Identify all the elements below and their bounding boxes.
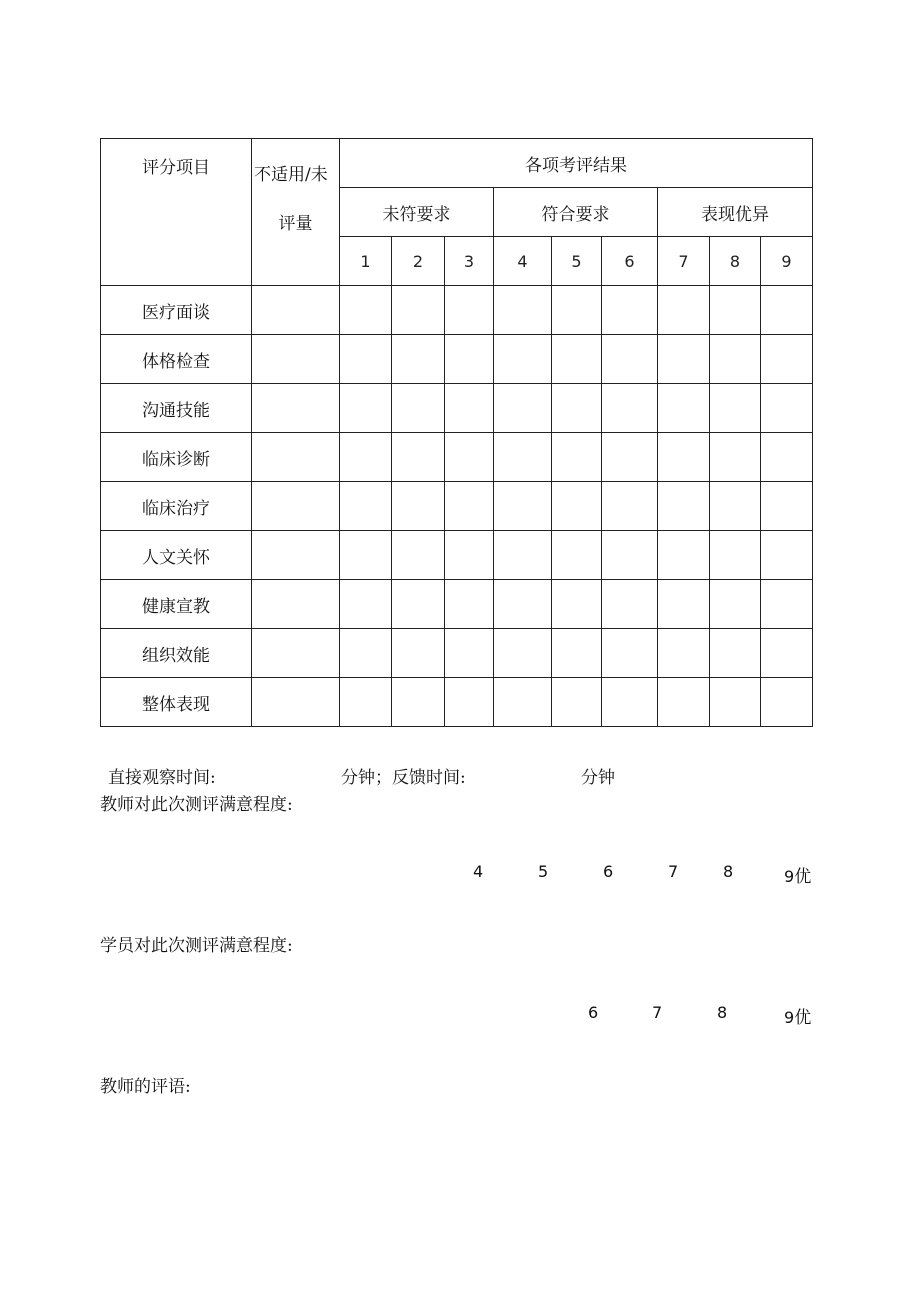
score-cell-8[interactable] bbox=[710, 482, 761, 531]
table-row bbox=[101, 531, 813, 580]
minutes-feedback-label: 分钟；反馈时间: bbox=[341, 768, 466, 788]
score-cell-4[interactable] bbox=[494, 580, 552, 629]
score-4: 4 bbox=[494, 237, 552, 286]
score-cell-9[interactable] bbox=[761, 678, 813, 727]
score-cell-6[interactable] bbox=[602, 384, 658, 433]
score-cell-9[interactable] bbox=[761, 531, 813, 580]
score-cell-3[interactable] bbox=[445, 678, 494, 727]
score-cell-7[interactable] bbox=[658, 286, 710, 335]
score-cell-4[interactable] bbox=[494, 384, 552, 433]
score-6: 6 bbox=[602, 237, 658, 286]
score-cell-1[interactable] bbox=[340, 678, 392, 727]
score-cell-5[interactable] bbox=[552, 580, 602, 629]
score-5: 5 bbox=[552, 237, 602, 286]
score-cell-7[interactable] bbox=[658, 531, 710, 580]
score-cell-5[interactable] bbox=[552, 286, 602, 335]
score-cell-2[interactable] bbox=[392, 629, 445, 678]
score-cell-8[interactable] bbox=[710, 384, 761, 433]
score-cell-4[interactable] bbox=[494, 678, 552, 727]
score-cell-8[interactable] bbox=[710, 286, 761, 335]
table-row bbox=[101, 678, 813, 727]
student-scale-9 bbox=[784, 1003, 811, 1028]
score-cell-6[interactable] bbox=[602, 482, 658, 531]
score-cell-5[interactable] bbox=[552, 678, 602, 727]
score-cell-6[interactable] bbox=[602, 286, 658, 335]
na-cell[interactable] bbox=[252, 629, 340, 678]
score-cell-6[interactable] bbox=[602, 531, 658, 580]
score-cell-5[interactable] bbox=[552, 433, 602, 482]
score-cell-5[interactable] bbox=[552, 384, 602, 433]
score-cell-6[interactable] bbox=[602, 580, 658, 629]
score-cell-7[interactable] bbox=[658, 580, 710, 629]
results-header: 各项考评结果 bbox=[340, 139, 813, 188]
score-8: 8 bbox=[710, 237, 761, 286]
score-cell-9[interactable] bbox=[761, 384, 813, 433]
row-label: 临床治疗 bbox=[101, 482, 252, 531]
table-row bbox=[101, 629, 813, 678]
evaluation-table bbox=[100, 138, 813, 727]
observation-time-label: 直接观察时间: bbox=[108, 768, 216, 788]
row-label: 组织效能 bbox=[101, 629, 252, 678]
na-cell[interactable] bbox=[252, 531, 340, 580]
na-cell[interactable] bbox=[252, 433, 340, 482]
score-cell-4[interactable] bbox=[494, 531, 552, 580]
score-cell-8[interactable] bbox=[710, 580, 761, 629]
score-cell-1[interactable] bbox=[340, 286, 392, 335]
score-cell-4[interactable] bbox=[494, 433, 552, 482]
teacher-scale-8: 8 bbox=[723, 862, 734, 881]
score-cell-9[interactable] bbox=[761, 286, 813, 335]
teacher-scale-4: 4 bbox=[473, 862, 484, 881]
score-cell-8[interactable] bbox=[710, 678, 761, 727]
row-label: 体格检查 bbox=[101, 335, 252, 384]
score-cell-2[interactable] bbox=[392, 482, 445, 531]
score-cell-7[interactable] bbox=[658, 384, 710, 433]
score-cell-2[interactable] bbox=[392, 384, 445, 433]
table-row bbox=[101, 433, 813, 482]
score-cell-1[interactable] bbox=[340, 335, 392, 384]
student-scale-8: 8 bbox=[717, 1003, 728, 1022]
score-cell-3[interactable] bbox=[445, 286, 494, 335]
table-row bbox=[101, 482, 813, 531]
score-2: 2 bbox=[392, 237, 445, 286]
row-label: 沟通技能 bbox=[101, 384, 252, 433]
teacher-excellent-label: 优 bbox=[794, 867, 812, 887]
score-cell-6[interactable] bbox=[602, 433, 658, 482]
group-unmet: 未符要求 bbox=[340, 188, 494, 237]
score-7: 7 bbox=[658, 237, 710, 286]
score-cell-5[interactable] bbox=[552, 531, 602, 580]
student-scale-7: 7 bbox=[652, 1003, 663, 1022]
score-cell-3[interactable] bbox=[445, 531, 494, 580]
score-cell-1[interactable] bbox=[340, 482, 392, 531]
score-cell-6[interactable] bbox=[602, 335, 658, 384]
score-9: 9 bbox=[761, 237, 813, 286]
teacher-scale-7: 7 bbox=[668, 862, 679, 881]
score-cell-5[interactable] bbox=[552, 482, 602, 531]
score-cell-1[interactable] bbox=[340, 629, 392, 678]
na-cell[interactable] bbox=[252, 482, 340, 531]
score-cell-8[interactable] bbox=[710, 629, 761, 678]
score-cell-6[interactable] bbox=[602, 678, 658, 727]
teacher-scale-5: 5 bbox=[538, 862, 549, 881]
na-cell[interactable] bbox=[252, 384, 340, 433]
score-cell-2[interactable] bbox=[392, 433, 445, 482]
teacher-scale-9 bbox=[784, 862, 811, 887]
score-cell-5[interactable] bbox=[552, 629, 602, 678]
score-cell-4[interactable] bbox=[494, 629, 552, 678]
score-cell-9[interactable] bbox=[761, 433, 813, 482]
feedback-minutes-label: 分钟 bbox=[581, 768, 615, 788]
teacher-comments-label: 教师的评语: bbox=[100, 1077, 191, 1097]
score-cell-8[interactable] bbox=[710, 335, 761, 384]
score-cell-4[interactable] bbox=[494, 335, 552, 384]
student-scale-9-value: 9 bbox=[784, 1008, 795, 1027]
score-1: 1 bbox=[340, 237, 392, 286]
na-header-line1: 不适用/未 bbox=[254, 165, 328, 185]
score-cell-4[interactable] bbox=[494, 482, 552, 531]
score-cell-2[interactable] bbox=[392, 531, 445, 580]
student-satisfaction-label: 学员对此次测评满意程度: bbox=[100, 936, 293, 956]
score-cell-1[interactable] bbox=[340, 531, 392, 580]
score-cell-1[interactable] bbox=[340, 384, 392, 433]
na-cell[interactable] bbox=[252, 678, 340, 727]
teacher-satisfaction-label: 教师对此次测评满意程度: bbox=[100, 795, 293, 815]
score-cell-3[interactable] bbox=[445, 482, 494, 531]
score-cell-2[interactable] bbox=[392, 678, 445, 727]
score-cell-7[interactable] bbox=[658, 482, 710, 531]
score-3: 3 bbox=[445, 237, 494, 286]
group-met: 符合要求 bbox=[494, 188, 658, 237]
score-cell-9[interactable] bbox=[761, 482, 813, 531]
group-excellent: 表现优异 bbox=[658, 188, 813, 237]
score-cell-7[interactable] bbox=[658, 433, 710, 482]
score-cell-2[interactable] bbox=[392, 580, 445, 629]
student-excellent-label: 优 bbox=[794, 1008, 812, 1028]
score-cell-3[interactable] bbox=[445, 629, 494, 678]
score-cell-8[interactable] bbox=[710, 433, 761, 482]
score-cell-7[interactable] bbox=[658, 335, 710, 384]
row-label: 临床诊断 bbox=[101, 433, 252, 482]
score-cell-1[interactable] bbox=[340, 580, 392, 629]
score-cell-9[interactable] bbox=[761, 580, 813, 629]
row-label: 人文关怀 bbox=[101, 531, 252, 580]
score-cell-9[interactable] bbox=[761, 629, 813, 678]
na-cell[interactable] bbox=[252, 286, 340, 335]
na-header bbox=[252, 139, 340, 286]
score-cell-6[interactable] bbox=[602, 629, 658, 678]
score-cell-2[interactable] bbox=[392, 335, 445, 384]
score-cell-5[interactable] bbox=[552, 335, 602, 384]
teacher-scale-6: 6 bbox=[603, 862, 614, 881]
score-cell-2[interactable] bbox=[392, 286, 445, 335]
teacher-scale-9-value: 9 bbox=[784, 867, 795, 886]
row-label: 健康宣教 bbox=[101, 580, 252, 629]
score-cell-7[interactable] bbox=[658, 629, 710, 678]
table-row bbox=[101, 384, 813, 433]
na-cell[interactable] bbox=[252, 335, 340, 384]
score-cell-8[interactable] bbox=[710, 531, 761, 580]
student-scale-6: 6 bbox=[588, 1003, 599, 1022]
score-cell-9[interactable] bbox=[761, 335, 813, 384]
score-cell-4[interactable] bbox=[494, 286, 552, 335]
score-cell-1[interactable] bbox=[340, 433, 392, 482]
score-cell-3[interactable] bbox=[445, 580, 494, 629]
score-cell-7[interactable] bbox=[658, 678, 710, 727]
score-cell-3[interactable] bbox=[445, 384, 494, 433]
table-row bbox=[101, 286, 813, 335]
score-cell-3[interactable] bbox=[445, 335, 494, 384]
na-cell[interactable] bbox=[252, 580, 340, 629]
item-header: 评分项目 bbox=[101, 139, 252, 286]
table-row bbox=[101, 335, 813, 384]
table-row bbox=[101, 580, 813, 629]
row-label: 医疗面谈 bbox=[101, 286, 252, 335]
score-cell-3[interactable] bbox=[445, 433, 494, 482]
na-header-line2: 评量 bbox=[278, 214, 313, 234]
row-label: 整体表现 bbox=[101, 678, 252, 727]
